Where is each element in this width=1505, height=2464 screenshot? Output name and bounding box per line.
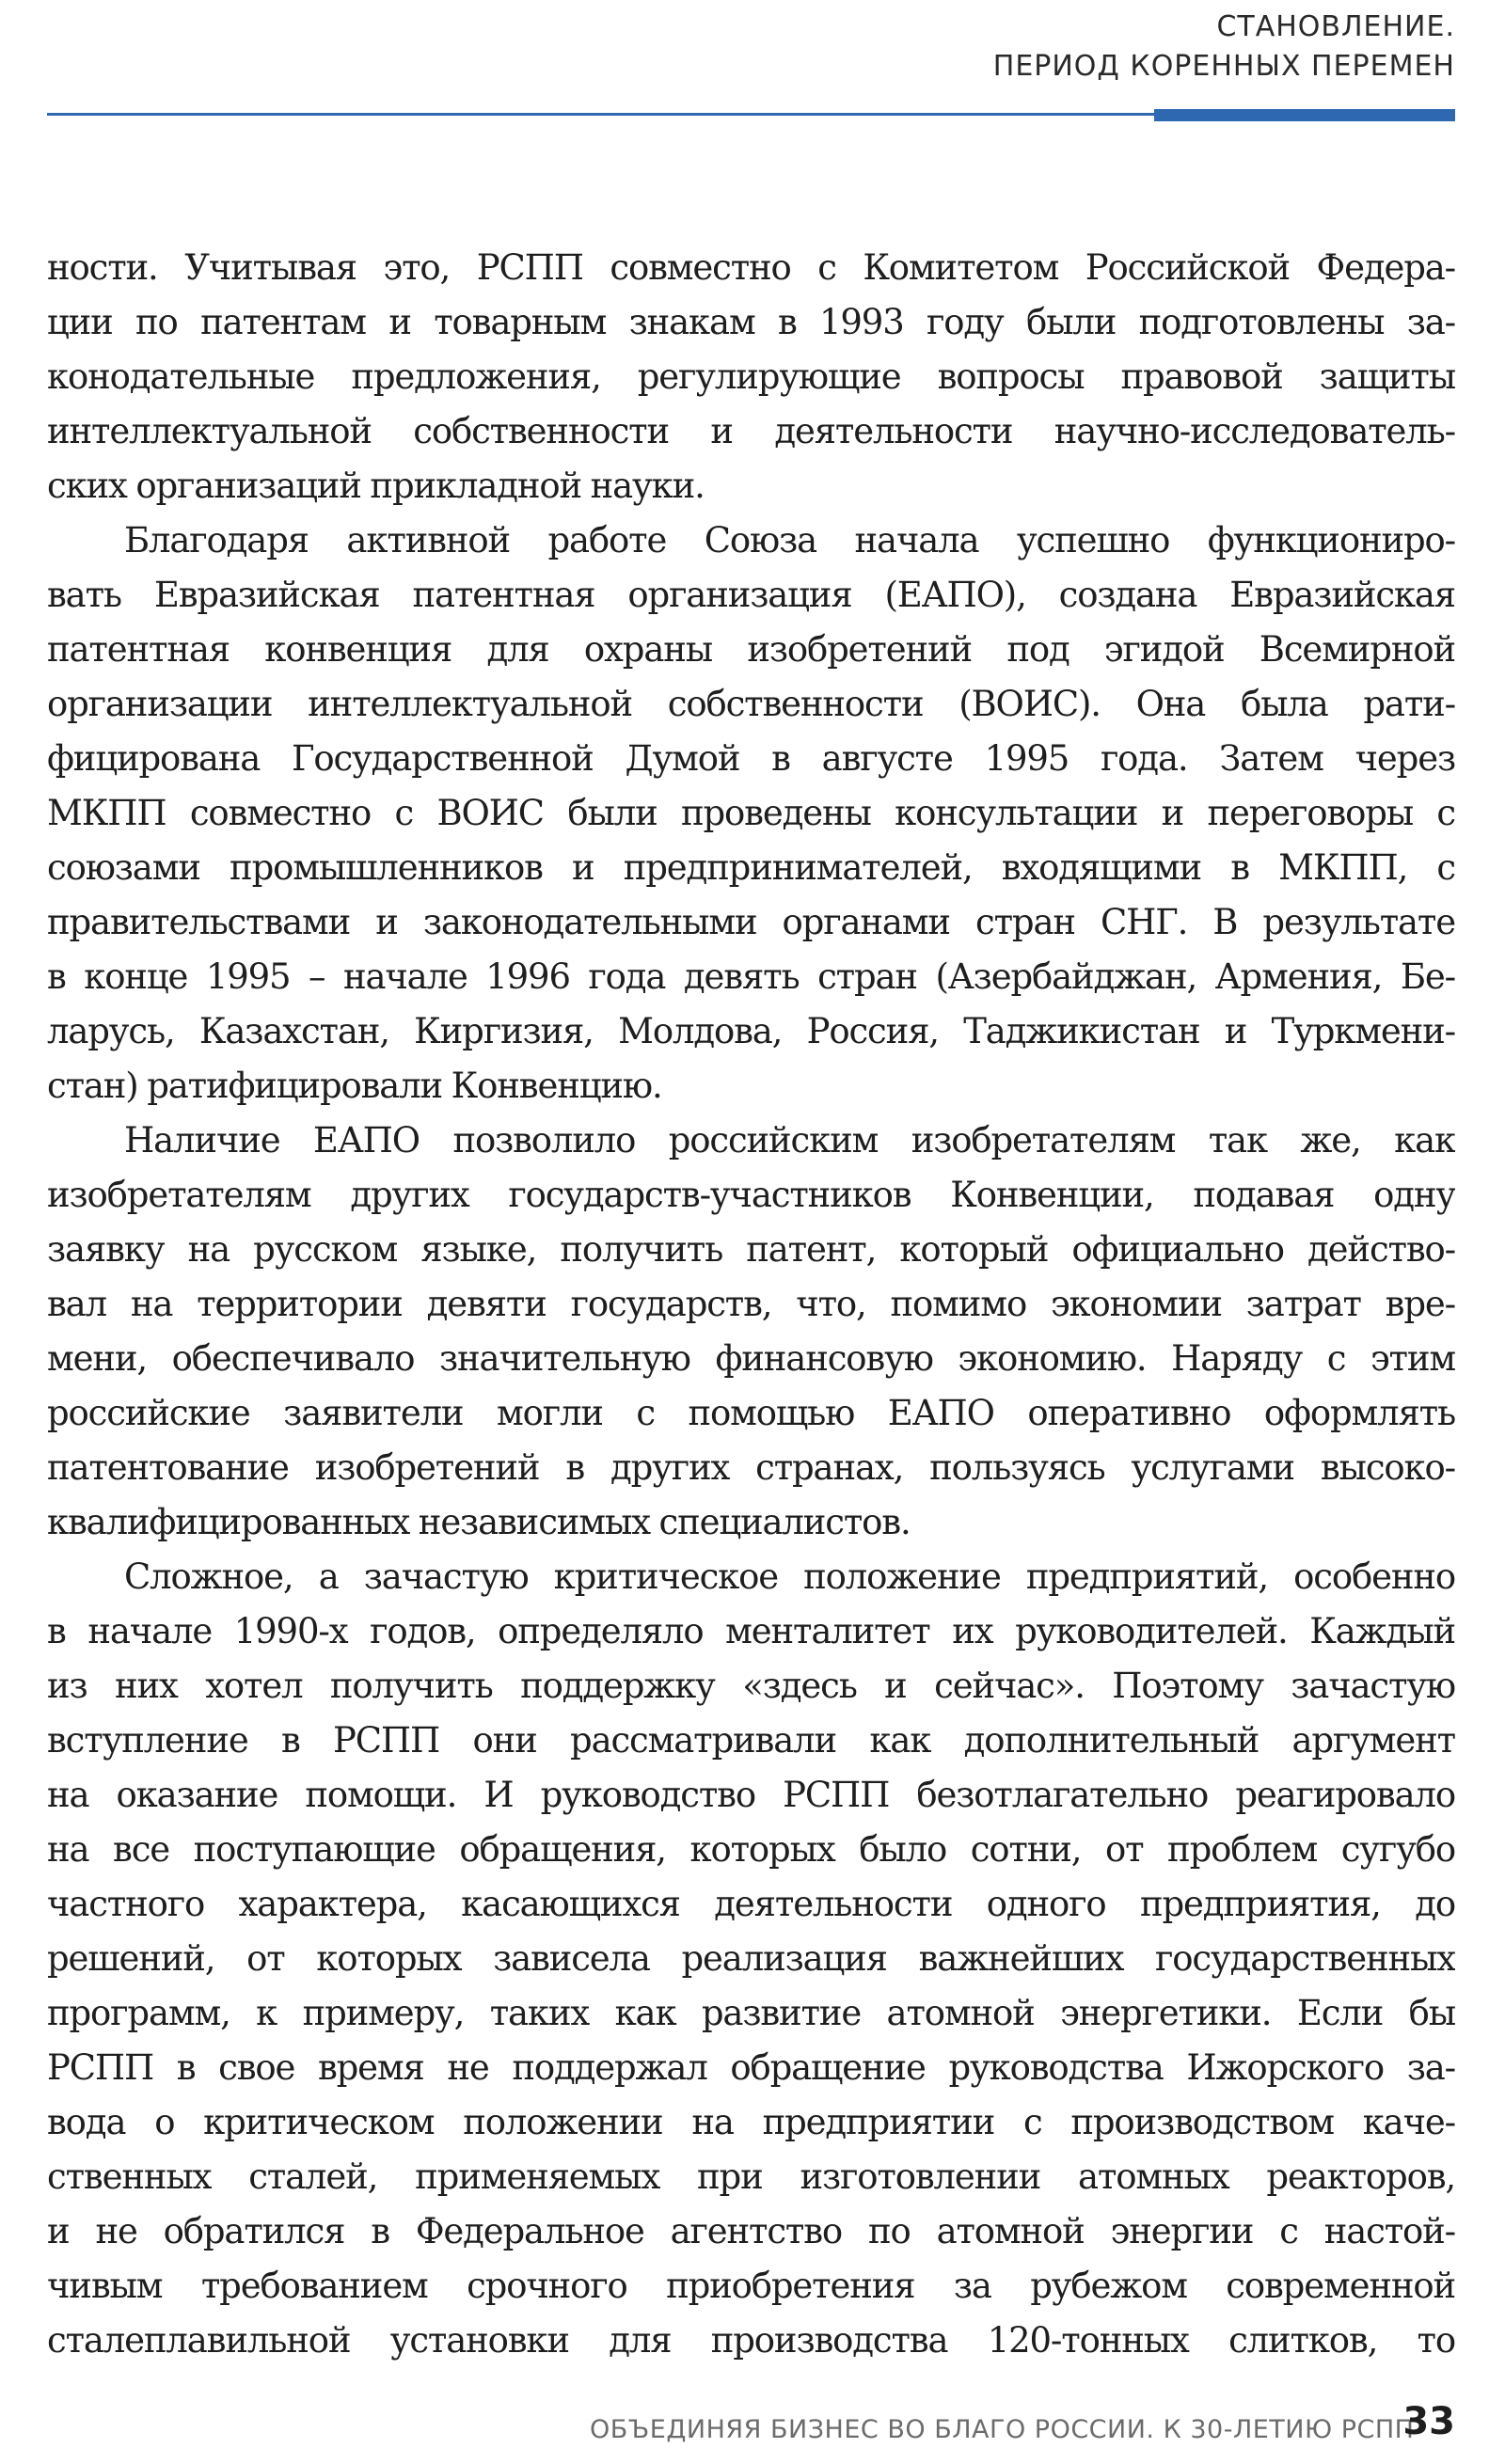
header-rule-accent — [1154, 109, 1455, 121]
body-text — [47, 241, 1455, 2368]
text-line: союзами промышленников и предпринимателей, входящими в МКПП, с — [47, 847, 1455, 888]
text-line: программ, к примеру, таких как развитие атомной энергетики. Если бы — [47, 1993, 1455, 2033]
text-line: МКПП совместно с ВОИС были проведены консультации и переговоры с — [47, 793, 1455, 833]
text-line: организации интеллектуальной собственности (ВОИС). Она была рати- — [47, 684, 1455, 724]
text-line: ственных сталей, применяемых при изготовлении атомных реакторов, — [47, 2156, 1455, 2197]
text-line: правительствами и законодательными органами стран СНГ. В результате — [47, 902, 1455, 942]
text-line: вать Евразийская патентная организация (ЕАПО), создана Евразийская — [47, 575, 1455, 615]
text-line: решений, от которых зависела реализация важнейших государственных — [47, 1938, 1455, 1979]
running-head-line-2: ПЕРИОД КОРЕННЫХ ПЕРЕМЕН — [992, 50, 1455, 83]
paragraph-first-line: Сложное, а зачастую критическое положение предприятий, особенно — [124, 1556, 1455, 1597]
text-line: ности. Учитывая это, РСПП совместно с Комитетом Российской Федера- — [47, 247, 1455, 288]
text-line: квалифицированных независимых специалистов. — [47, 1502, 911, 1542]
text-line: заявку на русском языке, получить патент, который официально действо- — [47, 1229, 1455, 1270]
running-head-line-1: СТАНОВЛЕНИЕ. — [1216, 10, 1455, 43]
text-line: интеллектуальной собственности и деятельности научно-исследователь- — [47, 411, 1455, 451]
page-number: 33 — [1402, 2400, 1455, 2443]
text-line: стан) ратифицировали Конвенцию. — [47, 1066, 662, 1106]
text-line: в начале 1990-х годов, определяло менталитет их руководителей. Каждый — [47, 1611, 1455, 1651]
text-line: мени, обеспечивало значительную финансовую экономию. Наряду с этим — [47, 1338, 1455, 1379]
text-line: и не обратился в Федеральное агентство по атомной энергии с настой- — [47, 2211, 1455, 2251]
text-line: ских организаций прикладной науки. — [47, 466, 705, 506]
running-head — [993, 8, 1455, 87]
text-line: вступление в РСПП они рассматривали как дополнительный аргумент — [47, 1720, 1455, 1761]
text-line: ции по патентам и товарным знакам в 1993 году были подготовлены за- — [47, 302, 1455, 342]
text-line: российские заявители могли с помощью ЕАПО оперативно оформлять — [47, 1393, 1455, 1433]
text-line: чивым требованием срочного приобретения за рубежом современной — [47, 2266, 1455, 2306]
text-line: в конце 1995 – начале 1996 года девять стран (Азербайджан, Армения, Бе- — [47, 956, 1455, 997]
text-line: на оказание помощи. И руководство РСПП безотлагательно реагировало — [47, 1775, 1455, 1815]
paragraph-first-line: Наличие ЕАПО позволило российским изобретателям так же, как — [124, 1120, 1455, 1161]
text-line: вода о критическом положении на предприятии с производством каче- — [47, 2102, 1455, 2142]
text-line: патентование изобретений в других странах, пользуясь услугами высоко- — [47, 1447, 1455, 1488]
text-line: изобретателям других государств-участников Конвенции, подавая одну — [47, 1175, 1455, 1215]
text-line: ларусь, Казахстан, Киргизия, Молдова, Россия, Таджикистан и Туркмени- — [47, 1011, 1455, 1051]
text-line: РСПП в свое время не поддержал обращение руководства Ижорского за- — [47, 2047, 1455, 2088]
running-foot: ОБЪЕДИНЯЯ БИЗНЕС ВО БЛАГО РОССИИ. К 30-ЛЕТИЮ РСПП — [590, 2415, 1415, 2444]
text-line: сталеплавильной установки для производства 120-тонных слитков, то — [47, 2320, 1455, 2361]
text-line: на все поступающие обращения, которых было сотни, от проблем сугубо — [47, 1829, 1455, 1870]
text-line: частного характера, касающихся деятельности одного предприятия, до — [47, 1884, 1455, 1924]
text-line: из них хотел получить поддержку «здесь и сейчас». Поэтому зачастую — [47, 1666, 1455, 1706]
paragraph-first-line: Благодаря активной работе Союза начала успешно функциониро- — [124, 520, 1455, 561]
text-line: вал на территории девяти государств, что, помимо экономии затрат вре- — [47, 1284, 1455, 1324]
text-line: патентная конвенция для охраны изобретений под эгидой Всемирной — [47, 629, 1455, 670]
text-line: фицирована Государственной Думой в августе 1995 года. Затем через — [47, 738, 1455, 779]
text-line: конодательные предложения, регулирующие вопросы правовой защиты — [47, 356, 1455, 397]
